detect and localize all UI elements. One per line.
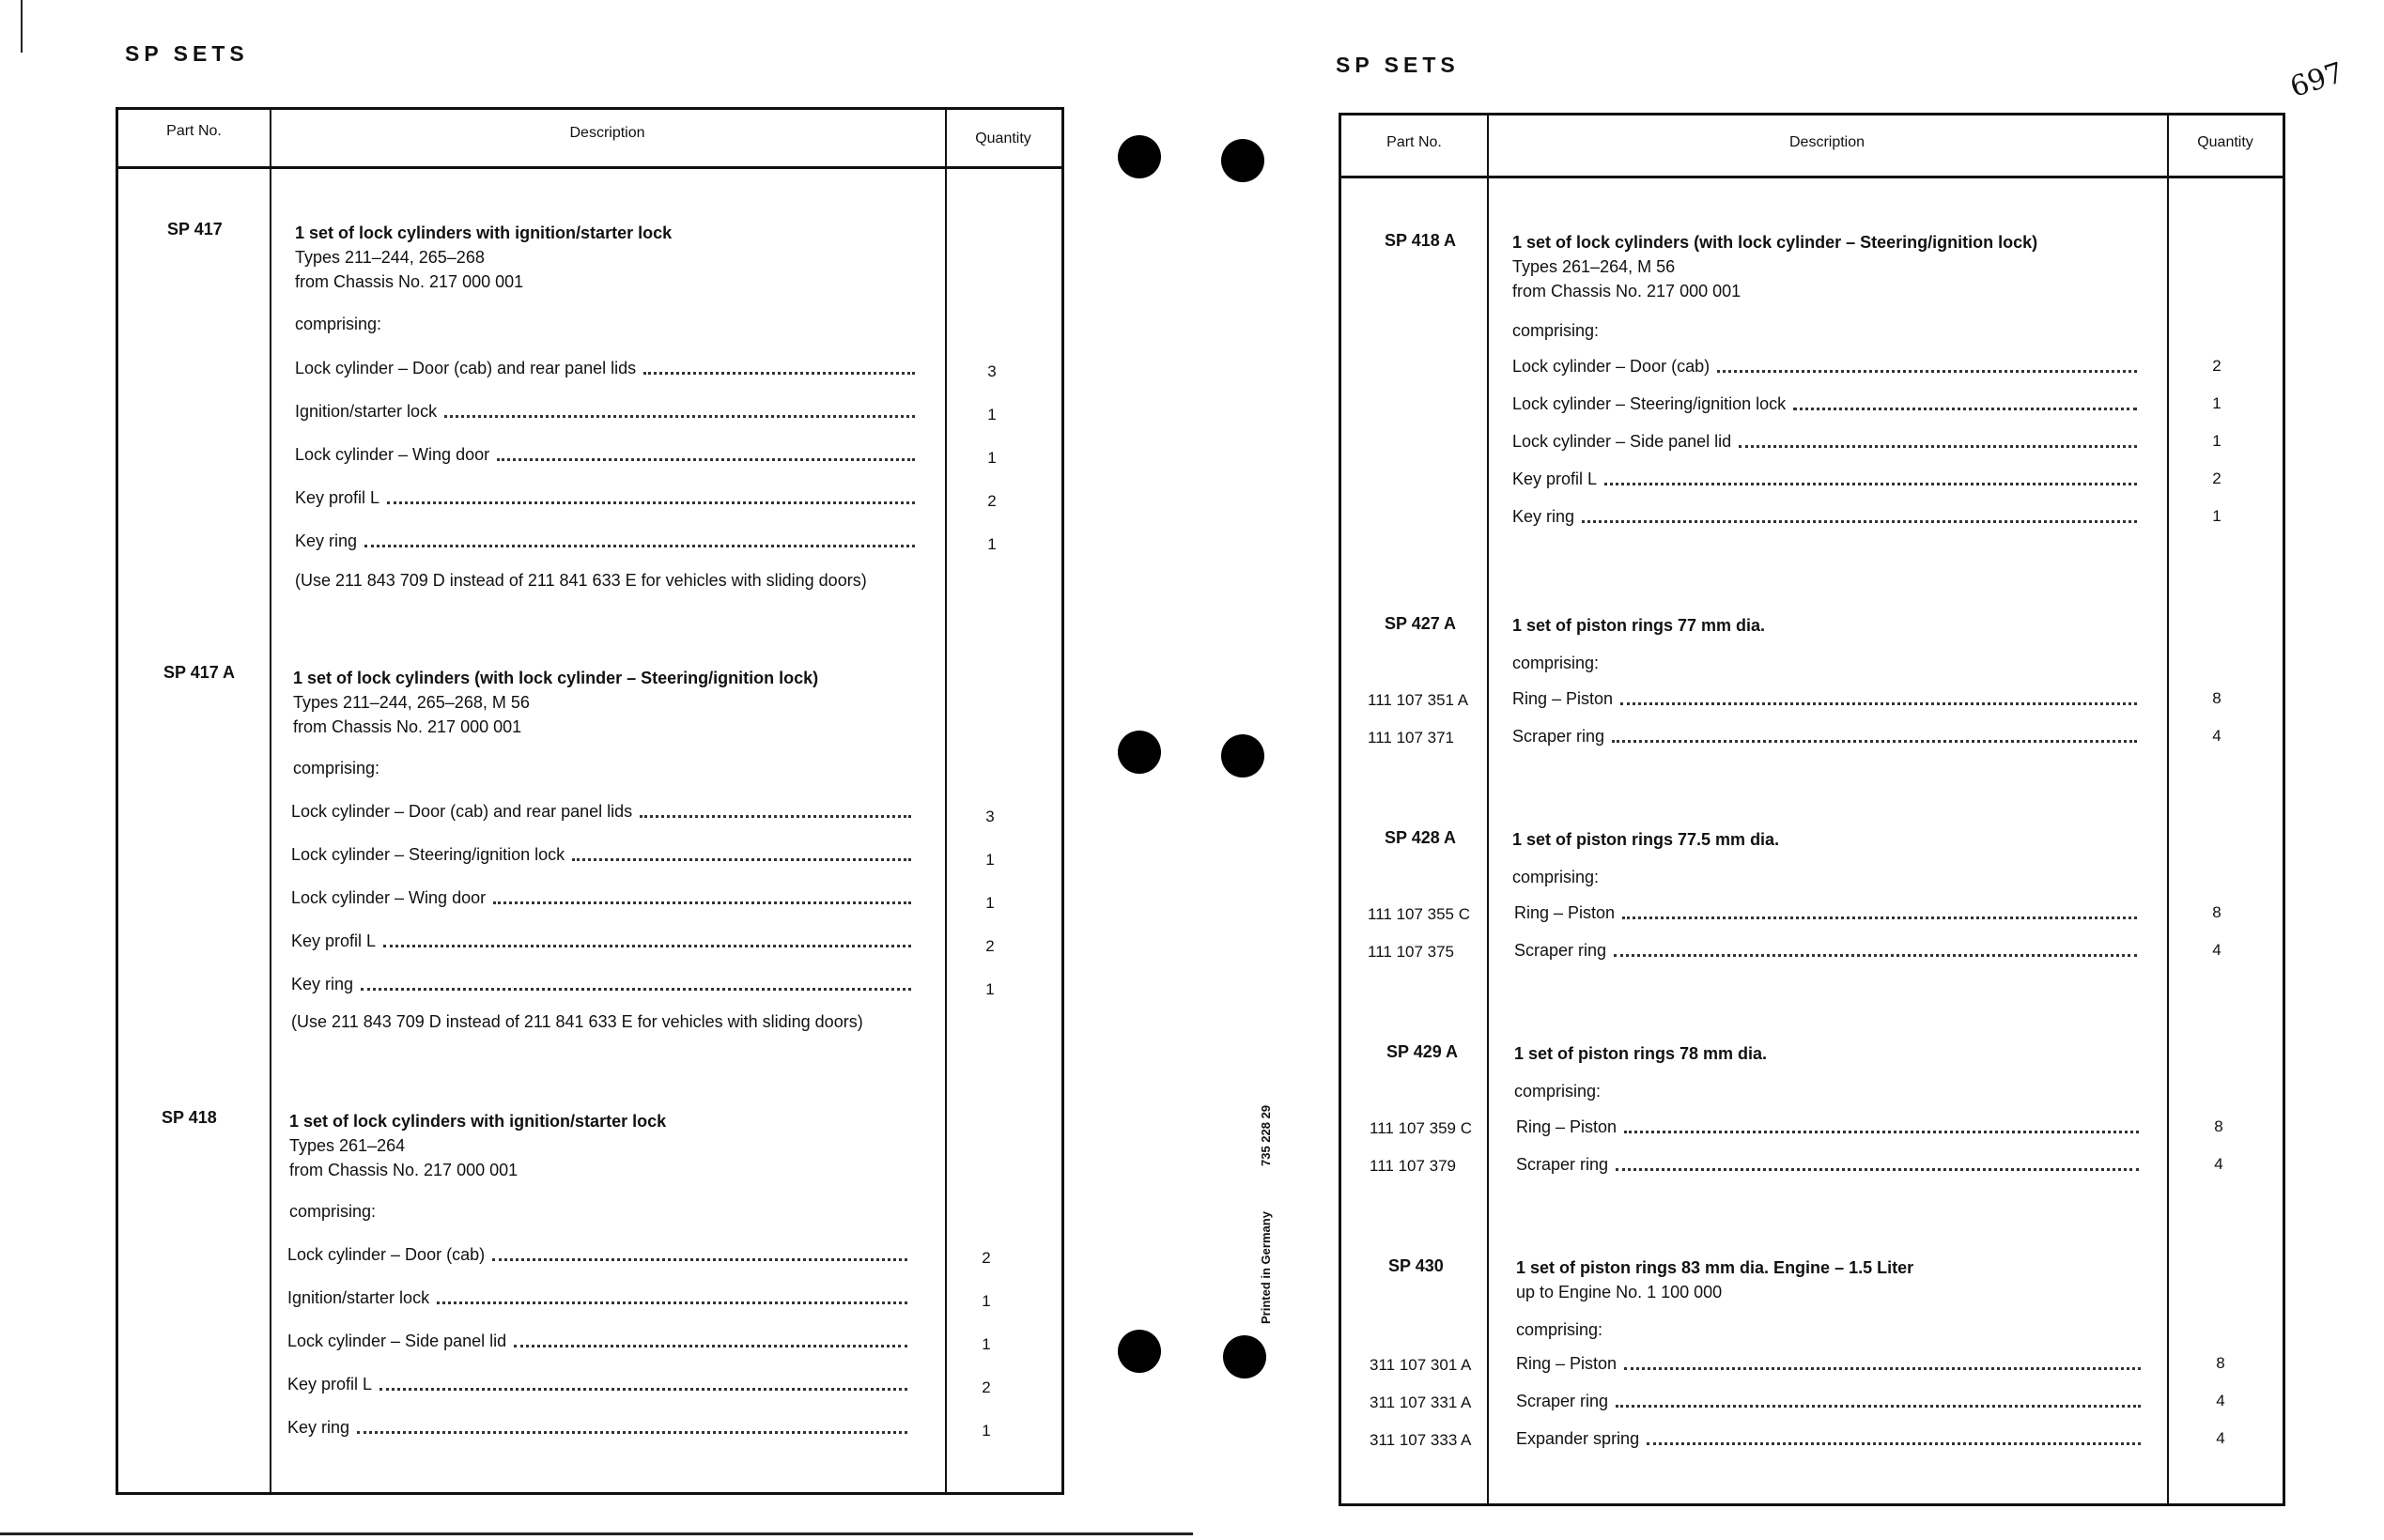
item-description: Lock cylinder – Door (cab) (1512, 357, 1711, 376)
item-description: Ring – Piston (1516, 1117, 1618, 1136)
comprising-label: comprising: (1512, 868, 1600, 886)
item-quantity: 1 (982, 1422, 991, 1440)
set-part-number: SP 430 (1388, 1256, 1444, 1275)
list-item (1512, 432, 2137, 452)
list-item (295, 359, 915, 378)
comprising-label: comprising: (295, 315, 382, 333)
list-item (287, 1288, 907, 1308)
item-quantity: 4 (2216, 1392, 2225, 1409)
item-description: Key ring (287, 1418, 350, 1437)
list-item (1516, 1429, 2141, 1449)
header-quantity: Quantity (2197, 134, 2253, 150)
binder-hole (1118, 135, 1161, 178)
list-item (1512, 394, 2137, 414)
item-quantity: 2 (987, 492, 997, 510)
list-item (1516, 1117, 2139, 1137)
list-item (1512, 727, 2137, 747)
set-title: 1 set of piston rings 77.5 mm dia. (1512, 830, 1780, 849)
item-description: Key profil L (295, 488, 380, 507)
right-parts-table (1339, 113, 2285, 1506)
item-description: Lock cylinder – Wing door (295, 445, 490, 464)
item-quantity: 3 (987, 362, 997, 380)
list-item (1514, 903, 2137, 923)
set-note: (Use 211 843 709 D instead of 211 841 633 E for vehicles with sliding doors) (291, 1012, 863, 1031)
item-part-number: 111 107 379 (1370, 1157, 1457, 1175)
comprising-label: comprising: (293, 759, 380, 778)
item-quantity: 1 (982, 1292, 991, 1310)
set-chassis: from Chassis No. 217 000 001 (295, 272, 524, 291)
set-note: (Use 211 843 709 D instead of 211 841 633 E for vehicles with sliding doors) (295, 571, 867, 590)
item-quantity: 2 (2212, 357, 2221, 375)
item-description: Ignition/starter lock (295, 402, 438, 421)
set-chassis: from Chassis No. 217 000 001 (293, 717, 522, 736)
comprising-label: comprising: (1512, 654, 1600, 672)
item-quantity: 1 (2212, 507, 2221, 525)
set-title: 1 set of lock cylinders (with lock cylinder – Steering/ignition lock) (1512, 233, 2038, 252)
set-types: Types 261–264, M 56 (1512, 257, 1676, 276)
list-item (291, 975, 911, 994)
item-quantity: 1 (2212, 394, 2221, 412)
list-item (287, 1418, 907, 1438)
list-item (295, 531, 915, 551)
set-part-number: SP 417 (167, 220, 223, 239)
page-edge (21, 0, 23, 53)
list-item (1516, 1354, 2141, 1374)
item-part-number: 111 107 355 C (1368, 905, 1471, 923)
set-engine-range: up to Engine No. 1 100 000 (1516, 1283, 1723, 1301)
item-description: Lock cylinder – Steering/ignition lock (1512, 394, 1787, 413)
header-description: Description (569, 125, 645, 141)
header-description: Description (1788, 134, 1865, 150)
item-quantity: 1 (987, 449, 997, 467)
list-item (291, 888, 911, 908)
item-part-number: 111 107 375 (1368, 943, 1455, 961)
item-description: Lock cylinder – Wing door (291, 888, 487, 907)
item-quantity: 1 (985, 851, 995, 869)
item-quantity: 8 (2212, 689, 2221, 707)
right-page-title: SP SETS (1336, 53, 1460, 77)
item-quantity: 2 (985, 937, 995, 955)
item-quantity: 2 (2212, 470, 2221, 487)
item-description: Key profil L (1512, 470, 1598, 488)
item-quantity: 2 (982, 1378, 991, 1396)
set-part-number: SP 418 A (1385, 231, 1457, 250)
table-header-divider (1341, 176, 2283, 178)
set-title: 1 set of piston rings 77 mm dia. (1512, 616, 1766, 635)
item-description: Ring – Piston (1512, 689, 1614, 708)
item-quantity: 2 (982, 1249, 991, 1267)
item-description: Key ring (1512, 507, 1575, 526)
column-divider (270, 110, 271, 1492)
left-parts-table (116, 107, 1064, 1495)
header-quantity: Quantity (975, 131, 1031, 146)
list-item (1514, 941, 2137, 961)
item-description: Ring – Piston (1516, 1354, 1618, 1373)
binder-hole (1118, 1330, 1161, 1373)
item-quantity: 1 (985, 894, 995, 912)
list-item (291, 932, 911, 951)
item-quantity: 4 (2214, 1155, 2223, 1173)
comprising-label: comprising: (1516, 1320, 1603, 1339)
left-page-title: SP SETS (125, 41, 249, 66)
item-quantity: 1 (987, 535, 997, 553)
list-item (291, 802, 911, 822)
table-header-divider (118, 166, 1061, 169)
binder-hole (1221, 139, 1264, 182)
handwritten-page-number: 697 (2285, 56, 2348, 104)
print-code: 735 228 29 (1259, 1104, 1273, 1166)
item-description: Lock cylinder – Door (cab) and rear panel lids (295, 359, 637, 377)
item-description: Ignition/starter lock (287, 1288, 430, 1307)
item-description: Ring – Piston (1514, 903, 1616, 922)
item-quantity: 4 (2216, 1429, 2225, 1447)
column-divider (1487, 116, 1489, 1503)
page-edge (0, 1532, 1193, 1535)
item-part-number: 311 107 301 A (1370, 1356, 1472, 1374)
list-item (287, 1332, 907, 1351)
item-part-number: 311 107 333 A (1370, 1431, 1472, 1449)
set-title: 1 set of lock cylinders with ignition/starter lock (289, 1112, 667, 1131)
item-description: Key profil L (287, 1375, 373, 1394)
set-types: Types 261–264 (289, 1136, 406, 1155)
item-description: Lock cylinder – Side panel lid (1512, 432, 1732, 451)
item-quantity: 8 (2216, 1354, 2225, 1372)
list-item (295, 445, 915, 465)
list-item (291, 845, 911, 865)
comprising-label: comprising: (1512, 321, 1600, 340)
list-item (1512, 470, 2137, 489)
item-description: Scraper ring (1516, 1155, 1609, 1174)
item-description: Key ring (291, 975, 354, 993)
list-item (295, 488, 915, 508)
set-types: Types 211–244, 265–268, M 56 (293, 693, 530, 712)
list-item (1516, 1155, 2139, 1175)
item-description: Key profil L (291, 932, 377, 950)
item-part-number: 311 107 331 A (1370, 1394, 1472, 1411)
item-description: Key ring (295, 531, 358, 550)
set-chassis: from Chassis No. 217 000 001 (289, 1161, 519, 1179)
item-quantity: 1 (987, 406, 997, 424)
set-chassis: from Chassis No. 217 000 001 (1512, 282, 1742, 300)
item-quantity: 4 (2212, 941, 2221, 959)
item-part-number: 111 107 371 (1368, 729, 1455, 747)
printed-in-germany: Printed in Germany (1259, 1211, 1273, 1324)
comprising-label: comprising: (1514, 1082, 1602, 1101)
header-part-no: Part No. (1386, 134, 1442, 150)
item-description: Expander spring (1516, 1429, 1640, 1448)
item-description: Scraper ring (1514, 941, 1607, 960)
set-title: 1 set of piston rings 83 mm dia. Engine – 1.5 Liter (1516, 1258, 1914, 1277)
binder-hole (1118, 731, 1161, 774)
list-item (295, 402, 915, 422)
set-part-number: SP 429 A (1386, 1042, 1459, 1061)
item-description: Lock cylinder – Side panel lid (287, 1332, 507, 1350)
item-quantity: 8 (2214, 1117, 2223, 1135)
set-title: 1 set of piston rings 78 mm dia. (1514, 1044, 1768, 1063)
comprising-label: comprising: (289, 1202, 377, 1221)
set-part-number: SP 418 (162, 1108, 217, 1127)
set-title: 1 set of lock cylinders (with lock cylinder – Steering/ignition lock) (293, 669, 819, 687)
binder-hole (1221, 734, 1264, 778)
item-quantity: 1 (2212, 432, 2221, 450)
list-item (1512, 507, 2137, 527)
set-part-number: SP 417 A (163, 663, 236, 682)
list-item (1516, 1392, 2141, 1411)
item-description: Lock cylinder – Door (cab) and rear panel lids (291, 802, 633, 821)
item-quantity: 8 (2212, 903, 2221, 921)
item-description: Scraper ring (1512, 727, 1605, 746)
set-title: 1 set of lock cylinders with ignition/starter lock (295, 223, 673, 242)
list-item (1512, 357, 2137, 377)
column-divider (945, 110, 947, 1492)
set-part-number: SP 427 A (1385, 614, 1457, 633)
set-part-number: SP 428 A (1385, 828, 1457, 847)
item-quantity: 4 (2212, 727, 2221, 745)
item-description: Scraper ring (1516, 1392, 1609, 1410)
item-part-number: 111 107 351 A (1368, 691, 1469, 709)
item-quantity: 3 (985, 808, 995, 825)
item-description: Lock cylinder – Door (cab) (287, 1245, 486, 1264)
list-item (1512, 689, 2137, 709)
list-item (287, 1245, 907, 1265)
item-quantity: 1 (985, 980, 995, 998)
list-item (287, 1375, 907, 1394)
header-part-no: Part No. (166, 123, 222, 139)
item-quantity: 1 (982, 1335, 991, 1353)
item-description: Lock cylinder – Steering/ignition lock (291, 845, 565, 864)
column-divider (2167, 116, 2169, 1503)
set-types: Types 211–244, 265–268 (295, 248, 485, 267)
item-part-number: 111 107 359 C (1370, 1119, 1473, 1137)
binder-hole (1223, 1335, 1266, 1378)
